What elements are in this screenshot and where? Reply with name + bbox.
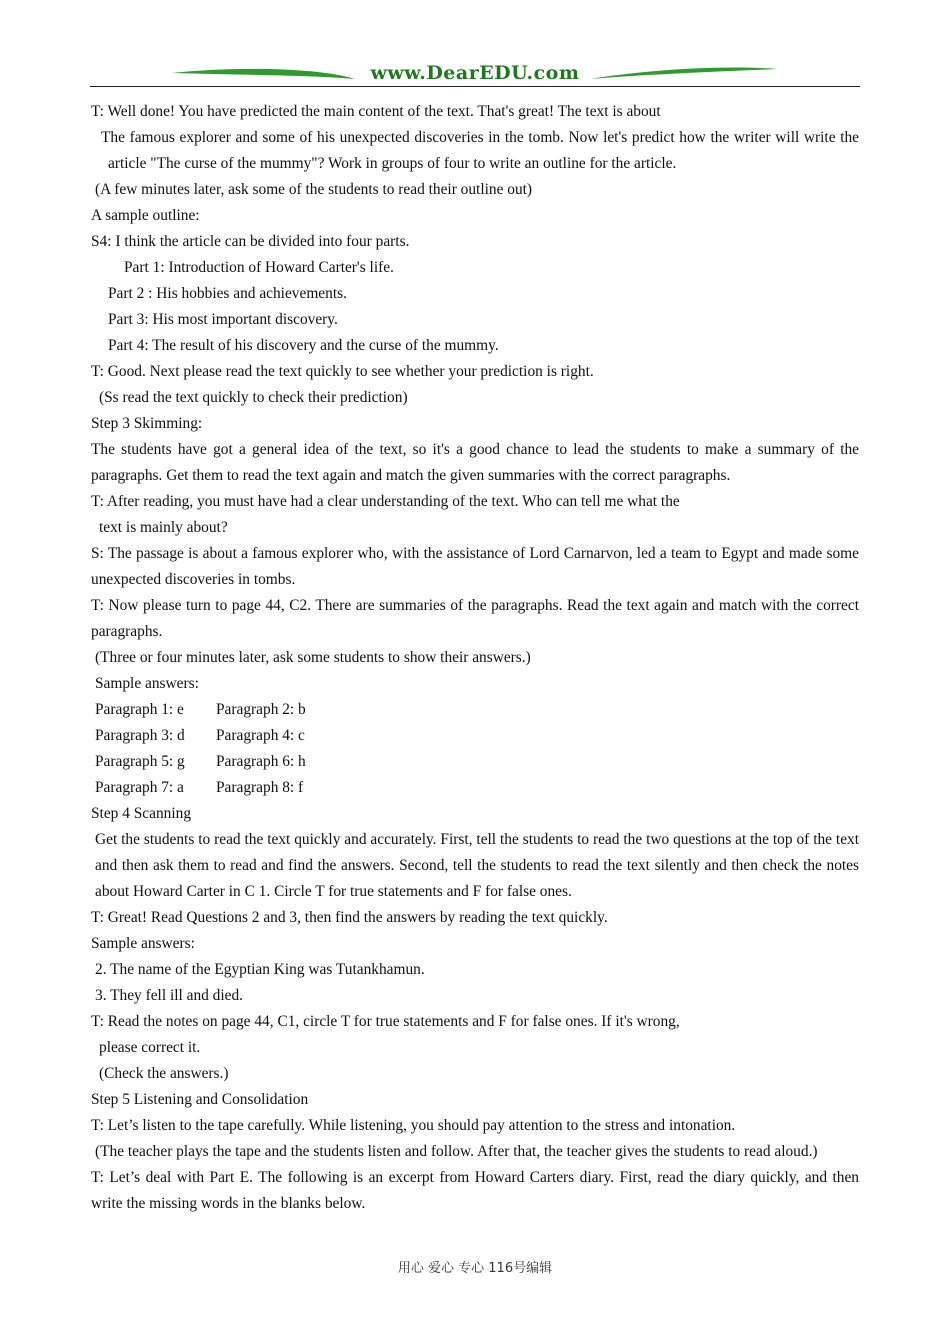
section-label: Sample answers: bbox=[91, 935, 195, 952]
text-line: T: After reading, you must have had a clear understanding of the text. Who can tell me what the bbox=[91, 493, 680, 510]
text-paragraph: T: Now please turn to page 44, C2. There are summaries of the paragraphs. Read the text again and match with the correct paragraphs. bbox=[91, 597, 859, 640]
answer-row bbox=[91, 723, 859, 749]
answer-item: Paragraph 6: h bbox=[216, 753, 306, 770]
text-line: please correct it. bbox=[99, 1039, 201, 1056]
section-label: Sample answers: bbox=[95, 675, 199, 692]
answer-row bbox=[91, 749, 859, 775]
answer-item: 2. The name of the Egyptian King was Tutankhamun. bbox=[95, 961, 425, 978]
section-label: A sample outline: bbox=[91, 207, 200, 224]
text-paragraph: T: Let’s deal with Part E. The following is an excerpt from Howard Carters diary. First, read the diary quickly, and then write the missing words in the blanks below. bbox=[91, 1169, 859, 1212]
text-paragraph: Get the students to read the text quickly and accurately. First, tell the students to read the two questions at the top of the text and then ask them to read and find the answers. Second, tell the students to read the text silently and then check the notes about Howard Carter in C 1. Circle T for true statements and F for false ones. bbox=[95, 831, 859, 900]
text-paragraph: S: The passage is about a famous explorer who, with the assistance of Lord Carnarvon, led a team to Egypt and made some unexpected discoveries in tombs. bbox=[91, 545, 859, 588]
text-line: S4: I think the article can be divided into four parts. bbox=[91, 233, 410, 250]
step-heading: Step 5 Listening and Consolidation bbox=[91, 1091, 309, 1108]
text-line: T: Read the notes on page 44, C1, circle T for true statements and F for false ones. If it's wrong, bbox=[91, 1013, 680, 1030]
page-header bbox=[90, 60, 860, 90]
text-line: T: Well done! You have predicted the main content of the text. That's great! The text is about bbox=[91, 103, 661, 120]
answer-item: Paragraph 2: b bbox=[216, 701, 306, 718]
answer-item: Paragraph 4: c bbox=[216, 727, 305, 744]
outline-item: Part 3: His most important discovery. bbox=[108, 311, 338, 328]
step-heading: Step 3 Skimming: bbox=[91, 415, 203, 432]
answer-row bbox=[91, 775, 859, 801]
answer-item: Paragraph 3: d bbox=[95, 727, 185, 744]
outline-item: Part 2 : His hobbies and achievements. bbox=[108, 285, 347, 302]
text-line: T: Let’s listen to the tape carefully. While listening, you should pay attention to the stress and intonation. bbox=[91, 1117, 736, 1134]
text-line: (Check the answers.) bbox=[99, 1065, 229, 1082]
document-body bbox=[91, 99, 859, 1217]
answer-item: 3. They fell ill and died. bbox=[95, 987, 244, 1004]
text-line: (A few minutes later, ask some of the students to read their outline out) bbox=[95, 181, 533, 198]
text-paragraph: (The teacher plays the tape and the students listen and follow. After that, the teacher gives the students to read aloud.) bbox=[95, 1143, 818, 1160]
header-logo-text: www.DearEDU.com bbox=[370, 62, 580, 84]
text-line: (Ss read the text quickly to check their prediction) bbox=[99, 389, 408, 406]
text-paragraph: The famous explorer and some of his unexpected discoveries in the tomb. Now let's predict how the writer will write the article "The curse of the mummy"? Work in groups of four to write an outline for the article. bbox=[101, 129, 859, 172]
step-heading: Step 4 Scanning bbox=[91, 805, 192, 822]
header-rule bbox=[90, 86, 860, 87]
outline-item: Part 4: The result of his discovery and the curse of the mummy. bbox=[108, 337, 499, 354]
answer-item: Paragraph 8: f bbox=[216, 779, 304, 796]
outline-item: Part 1: Introduction of Howard Carter's life. bbox=[124, 259, 394, 276]
answer-row bbox=[91, 697, 859, 723]
answer-item: Paragraph 5: g bbox=[95, 753, 185, 770]
text-line: text is mainly about? bbox=[99, 519, 228, 536]
text-line: (Three or four minutes later, ask some students to show their answers.) bbox=[95, 649, 531, 666]
text-line: T: Great! Read Questions 2 and 3, then find the answers by reading the text quickly. bbox=[91, 909, 608, 926]
text-paragraph: The students have got a general idea of the text, so it's a good chance to lead the students to make a summary of the paragraphs. Get them to read the text again and match the given summaries with the correct paragraphs. bbox=[91, 441, 859, 484]
text-line: T: Good. Next please read the text quickly to see whether your prediction is right. bbox=[91, 363, 594, 380]
answer-item: Paragraph 1: e bbox=[95, 701, 184, 718]
answer-item: Paragraph 7: a bbox=[95, 779, 184, 796]
page-footer: 用心 爱心 专心 116号编辑 bbox=[397, 1261, 553, 1276]
